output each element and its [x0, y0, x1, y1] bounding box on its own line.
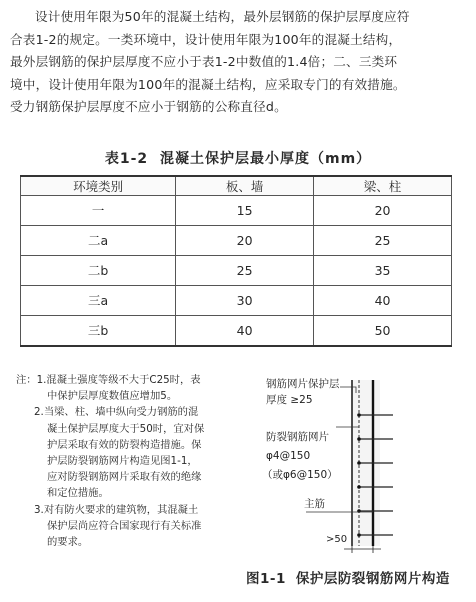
note-line: 保护层尚应符合国家现行有关标准: [47, 519, 202, 532]
label-dimension: >50: [326, 534, 348, 545]
note-line: 和定位措施。: [47, 487, 109, 500]
note-line: 凝土保护层厚度大于50时，宜对保: [47, 422, 205, 435]
table-cell: 二a: [21, 225, 176, 255]
note-line: 护层防裂钢筋网片构造见图1-1，: [47, 455, 198, 468]
table-cell: 25: [176, 255, 314, 285]
figure-title: 保护层防裂钢筋网片构造: [295, 571, 450, 587]
table-cell: 35: [314, 255, 452, 285]
column-header-slab-wall: 板、墙: [176, 176, 314, 196]
paragraph-line: 受力钢筋保护层厚度不应小于钢筋的公称直径d。: [10, 99, 287, 115]
mesh-bar-dot: [357, 485, 361, 489]
mesh-bar-dot: [357, 437, 361, 441]
table-cell: 20: [314, 196, 452, 226]
anti-crack-mesh-diagram: [236, 375, 468, 585]
table-row: [21, 225, 452, 255]
note-line: 护层采取有效的防裂构造措施。保: [47, 438, 202, 451]
cover-thickness-table: [20, 175, 452, 347]
table-cell: 三a: [21, 285, 176, 315]
table-row: [21, 196, 452, 226]
mesh-bar-dot: [357, 533, 361, 537]
note-line: 的要求。: [47, 536, 89, 549]
note-line: 3.对有防火要求的建筑物，其混凝土: [34, 503, 199, 516]
table-cell: 50: [314, 315, 452, 346]
label-phi4: φ4@150: [266, 450, 311, 462]
label-mesh-cover-thickness: 厚度 ≥25: [266, 394, 313, 406]
note-line: 注：1.混凝土强度等级不大于C25时，表: [16, 374, 201, 386]
paragraph-line: 设计使用年限为50年的混凝土结构，最外层钢筋的保护层厚度应符: [35, 9, 410, 24]
body-paragraph: [10, 6, 468, 119]
mesh-bar-dot: [357, 413, 361, 417]
table-cell: 二b: [21, 255, 176, 285]
table-cell: 一: [21, 196, 176, 226]
table-cell: 20: [176, 225, 314, 255]
table-cell: 三b: [21, 315, 176, 346]
table-row: [21, 285, 452, 315]
column-header-beam-column: 梁、柱: [314, 176, 452, 196]
table-header-row: [21, 176, 452, 196]
note-line: 2.当梁、柱、墙中纵向受力钢筋的混: [34, 406, 199, 419]
note-line: 应对防裂钢筋网片采取有效的绝缘: [47, 471, 202, 484]
figure-number: 图1-1: [246, 571, 286, 587]
table-cell: 30: [176, 285, 314, 315]
table-cell: 15: [176, 196, 314, 226]
dimension-group: [344, 546, 381, 553]
table-caption: 表1-2 混凝土保护层最小厚度（mm）: [104, 151, 372, 167]
label-anti-crack-mesh: 防裂钢筋网片: [266, 431, 329, 443]
table-row: [21, 255, 452, 285]
table-notes: [12, 372, 222, 550]
label-mesh-cover: 钢筋网片保护层: [266, 378, 340, 390]
note-line: 中保护层厚度数值应增加5。: [47, 390, 178, 403]
label-phi6: （或φ6@150）: [262, 469, 338, 481]
table-cell: 40: [176, 315, 314, 346]
paragraph-line: 最外层钢筋的保护层厚度不应小于表1-2中数值的1.4倍；二、三类环: [10, 54, 398, 70]
label-main-bar: 主筋: [304, 498, 325, 510]
figure-caption: [246, 567, 450, 587]
table-row: [21, 315, 452, 346]
table-cell: 40: [314, 285, 452, 315]
column-header-environment: 环境类别: [21, 176, 176, 196]
mesh-bar-dot: [357, 461, 361, 465]
table-cell: 25: [314, 225, 452, 255]
paragraph-line: 境中，设计使用年限为100年的混凝土结构，应采取专门的有效措施。: [10, 76, 406, 92]
paragraph-line: 合表1-2的规定。一类环境中，设计使用年限为100年的混凝土结构，: [10, 31, 402, 47]
